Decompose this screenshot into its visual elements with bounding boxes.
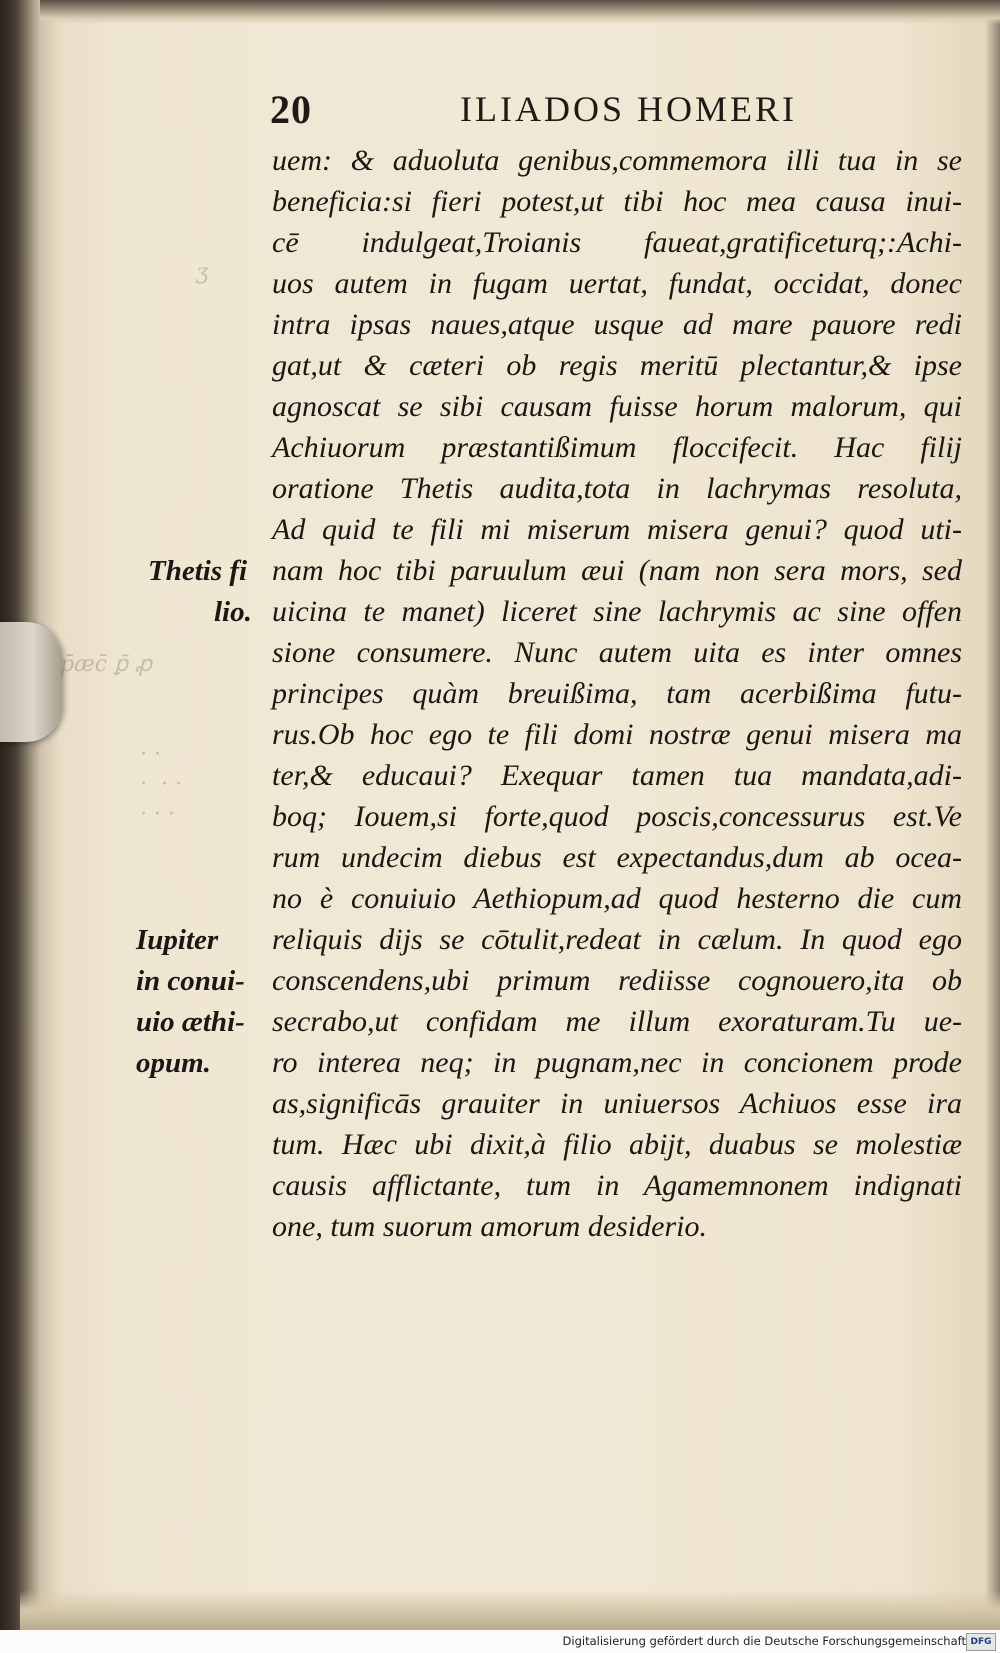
text-line: ro interea neq; in pugnam,nec in concionem prode	[272, 1046, 962, 1079]
marginal-note-line: Iupiter	[136, 924, 219, 956]
text-line: nam hoc tibi paruulum æui (nam non sera mors, sed	[272, 554, 962, 587]
text-line: principes quàm breuißima, tam acerbißima futu-	[272, 677, 962, 710]
text-line: oratione Thetis audita,tota in lachrymas resoluta,	[272, 472, 962, 505]
binding-shadow	[0, 0, 60, 1653]
text-line: one, tum suorum amorum desiderio.	[272, 1210, 707, 1243]
text-line: conscendens,ubi primum rediisse cognouero,ita ob	[272, 964, 962, 997]
digitization-footer	[0, 1630, 1000, 1653]
text-line: tum. Hæc ubi dixit,à filio abijt, duabus se molestiæ	[272, 1128, 962, 1161]
marginal-note-line: opum.	[136, 1047, 211, 1079]
text-line: uem: & aduoluta genibus,commemora illi tua in se	[272, 144, 962, 177]
text-line: cē indulgeat,Troianis faueat,gratificeturq;:Achi-	[272, 226, 962, 259]
text-line: Achiuorum præstantißimum floccifecit. Hac filij	[272, 431, 962, 464]
text-line: agnoscat se sibi causam fuisse horum malorum, qui	[272, 390, 962, 423]
text-line: rus.Ob hoc ego te fili domi nostræ genui misera ma	[272, 718, 962, 751]
text-line: no è conuiuio Aethiopum,ad quod hesterno die cum	[272, 882, 962, 915]
marginal-note-line: uio æthi-	[136, 1006, 245, 1038]
page-number: 20	[270, 87, 312, 132]
page-bottom-edge	[20, 1590, 1000, 1630]
running-head: ILIADOS HOMERI	[460, 89, 797, 129]
text-line: ter,& educaui? Exequar tamen tua mandata,adi-	[272, 759, 962, 792]
text-line: boq; Iouem,si forte,quod poscis,concessurus est.Ve	[272, 800, 962, 833]
text-line: uos autem in fugam uertat, fundat, occidat, donec	[272, 267, 962, 300]
text-line: as,significās grauiter in uniuersos Achiuos esse ira	[272, 1087, 962, 1120]
marginal-note-iupiter	[136, 920, 266, 1084]
text-line: reliquis dijs se cōtulit,redeat in cælum. In quod ego	[272, 923, 962, 956]
footer-credit: Digitalisierung gefördert durch die Deutsche Forschungsgemeinschaft	[562, 1634, 966, 1648]
bleed-through-mark: · · · · · · · ·	[140, 742, 182, 827]
text-line: causis afflictante, tum in Agamemnonem indignati	[272, 1169, 962, 1202]
marginal-note-line: lio.	[214, 596, 252, 628]
marginal-note-thetis	[148, 551, 268, 633]
marginal-note-line: Thetis fi	[148, 555, 248, 587]
text-line: Ad quid te fili mi miserum misera genui? quod uti-	[272, 513, 962, 546]
page-tab-marker	[0, 622, 62, 742]
page-header	[270, 86, 870, 136]
text-line: uicina te manet) liceret sine lachrymis ac sine offen	[272, 595, 962, 628]
marginal-note-line: in conui-	[136, 965, 245, 997]
dfg-logo: DFG	[966, 1633, 996, 1651]
text-line: intra ipsas naues,atque usque ad mare pauore redi	[272, 308, 962, 341]
page-top-edge	[40, 0, 1000, 24]
bleed-through-mark: ʒ	[196, 260, 209, 285]
text-line: gat,ut & cæteri ob regis meritū plectantur,& ipse	[272, 349, 962, 382]
body-text	[272, 140, 962, 1247]
text-line: sione consumere. Nunc autem uita es inter omnes	[272, 636, 962, 669]
text-line: secrabo,ut confidam me illum exoraturam.Tu ue-	[272, 1005, 962, 1038]
bleed-through-mark: p̄æc̄ ꝑ̄ ꝓ	[60, 652, 153, 677]
text-line: rum undecim diebus est expectandus,dum ab ocea-	[272, 841, 962, 874]
text-line: beneficia:si fieri potest,ut tibi hoc mea causa inui-	[272, 185, 962, 218]
